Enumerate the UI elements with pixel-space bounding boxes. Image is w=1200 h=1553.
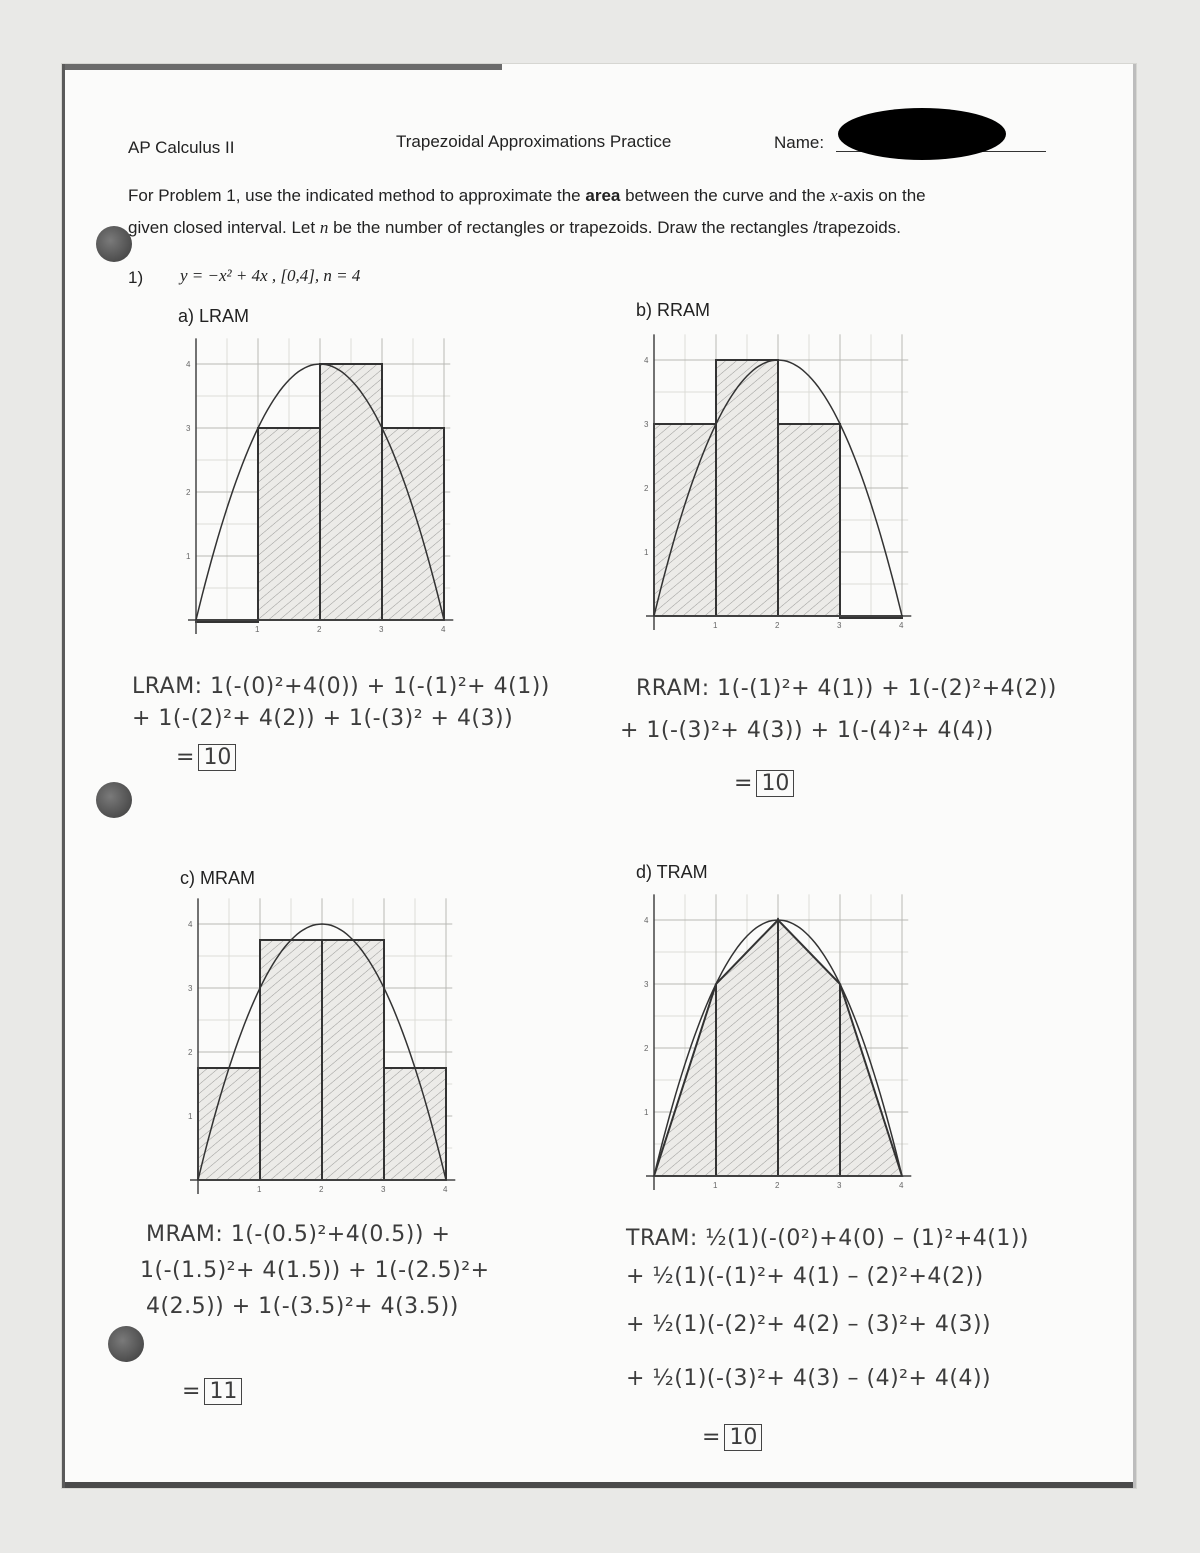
punch-hole (96, 226, 132, 262)
course-title: AP Calculus II (128, 138, 235, 157)
lram-work-line: LRAM: 1(-(0)²+4(0)) + 1(-(1)²+ 4(1)) (132, 674, 550, 699)
mram-answer: = 11 (182, 1378, 242, 1405)
rectangle (382, 428, 444, 620)
y-tick-label: 4 (188, 920, 193, 929)
x-tick-label: 3 (837, 621, 842, 630)
page-right-edge (1133, 64, 1136, 1488)
punch-hole (108, 1326, 144, 1362)
problem-function: y = −x² + 4x , [0,4], n = 4 (180, 266, 361, 285)
trapezoid (778, 920, 840, 1176)
tram-work-line: + ½(1)(-(1)²+ 4(1) – (2)²+4(2)) (626, 1264, 984, 1289)
lram-graph (178, 330, 460, 650)
x-tick-label: 2 (775, 621, 780, 630)
x-tick-label: 2 (317, 625, 322, 634)
rram-work-line: + 1(-(3)²+ 4(3)) + 1(-(4)²+ 4(4)) (620, 718, 994, 743)
x-tick-label: 4 (441, 625, 446, 634)
instructions: For Problem 1, use the indicated method to approximate the area between the curve and the x-axis on the given closed interval. Let n be the number of rectangles or trapezoids. Draw the rectangles /trapezoids. (128, 186, 926, 237)
y-tick-label: 1 (186, 552, 191, 561)
name-label: Name: (774, 133, 825, 152)
rectangle (320, 364, 382, 620)
y-tick-label: 4 (186, 360, 191, 369)
page-bottom-edge (62, 1482, 1136, 1488)
x-tick-label: 4 (899, 621, 904, 630)
x-tick-label: 1 (713, 1181, 718, 1190)
x-tick-label: 3 (381, 1185, 386, 1194)
lram-work-line: + 1(-(2)²+ 4(2)) + 1(-(3)² + 4(3)) (132, 706, 514, 731)
part-d-label: d) TRAM (636, 862, 708, 882)
tram-work-line: TRAM: ½(1)(-(0²)+4(0) – (1)²+4(1)) (626, 1226, 1029, 1251)
rram-graph (636, 326, 918, 646)
lram-answer: = 10 (176, 744, 236, 771)
tram-graph (636, 886, 918, 1206)
y-tick-label: 3 (644, 980, 649, 989)
y-tick-label: 2 (644, 1044, 649, 1053)
y-tick-label: 4 (644, 916, 649, 925)
mram-graph (180, 890, 462, 1210)
part-a-label: a) LRAM (178, 306, 250, 326)
y-tick-label: 1 (644, 548, 649, 557)
x-tick-label: 1 (255, 625, 260, 634)
rectangle (778, 424, 840, 616)
x-tick-label: 2 (775, 1181, 780, 1190)
y-tick-label: 3 (644, 420, 649, 429)
mram-work-line: MRAM: 1(-(0.5)²+4(0.5)) + (146, 1222, 451, 1247)
rectangle (716, 360, 778, 616)
rram-work-line: RRAM: 1(-(1)²+ 4(1)) + 1(-(2)²+4(2)) (636, 676, 1057, 701)
mram-work-line: 4(2.5)) + 1(-(3.5)²+ 4(3.5)) (146, 1294, 459, 1319)
y-tick-label: 1 (644, 1108, 649, 1117)
trapezoid (716, 920, 778, 1176)
x-tick-label: 4 (443, 1185, 448, 1194)
rram-answer: = 10 (734, 770, 794, 797)
y-tick-label: 2 (188, 1048, 193, 1057)
page-left-edge (62, 64, 65, 1488)
rectangle (384, 1068, 446, 1180)
y-tick-label: 2 (186, 488, 191, 497)
x-tick-label: 2 (319, 1185, 324, 1194)
punch-hole (96, 782, 132, 818)
y-tick-label: 2 (644, 484, 649, 493)
tram-work-line: + ½(1)(-(3)²+ 4(3) – (4)²+ 4(4)) (626, 1366, 992, 1391)
rectangle (198, 1068, 260, 1180)
problem-number: 1) (128, 268, 144, 287)
part-b-label: b) RRAM (636, 300, 711, 320)
rectangle (654, 424, 716, 616)
y-tick-label: 1 (188, 1112, 193, 1121)
rectangle (258, 428, 320, 620)
y-tick-label: 3 (186, 424, 191, 433)
rectangle (322, 940, 384, 1180)
tram-work-line: + ½(1)(-(2)²+ 4(2) – (3)²+ 4(3)) (626, 1312, 992, 1337)
worksheet-title: Trapezoidal Approximations Practice (396, 132, 672, 151)
page-top-edge (62, 64, 502, 70)
x-tick-label: 1 (713, 621, 718, 630)
x-tick-label: 3 (837, 1181, 842, 1190)
x-tick-label: 1 (257, 1185, 262, 1194)
tram-answer: = 10 (702, 1424, 762, 1451)
mram-work-line: 1(-(1.5)²+ 4(1.5)) + 1(-(2.5)²+ (140, 1258, 490, 1283)
part-c-label: c) MRAM (180, 868, 255, 888)
x-tick-label: 3 (379, 625, 384, 634)
redacted-name (838, 108, 1006, 160)
y-tick-label: 3 (188, 984, 193, 993)
y-tick-label: 4 (644, 356, 649, 365)
x-tick-label: 4 (899, 1181, 904, 1190)
rectangle (260, 940, 322, 1180)
